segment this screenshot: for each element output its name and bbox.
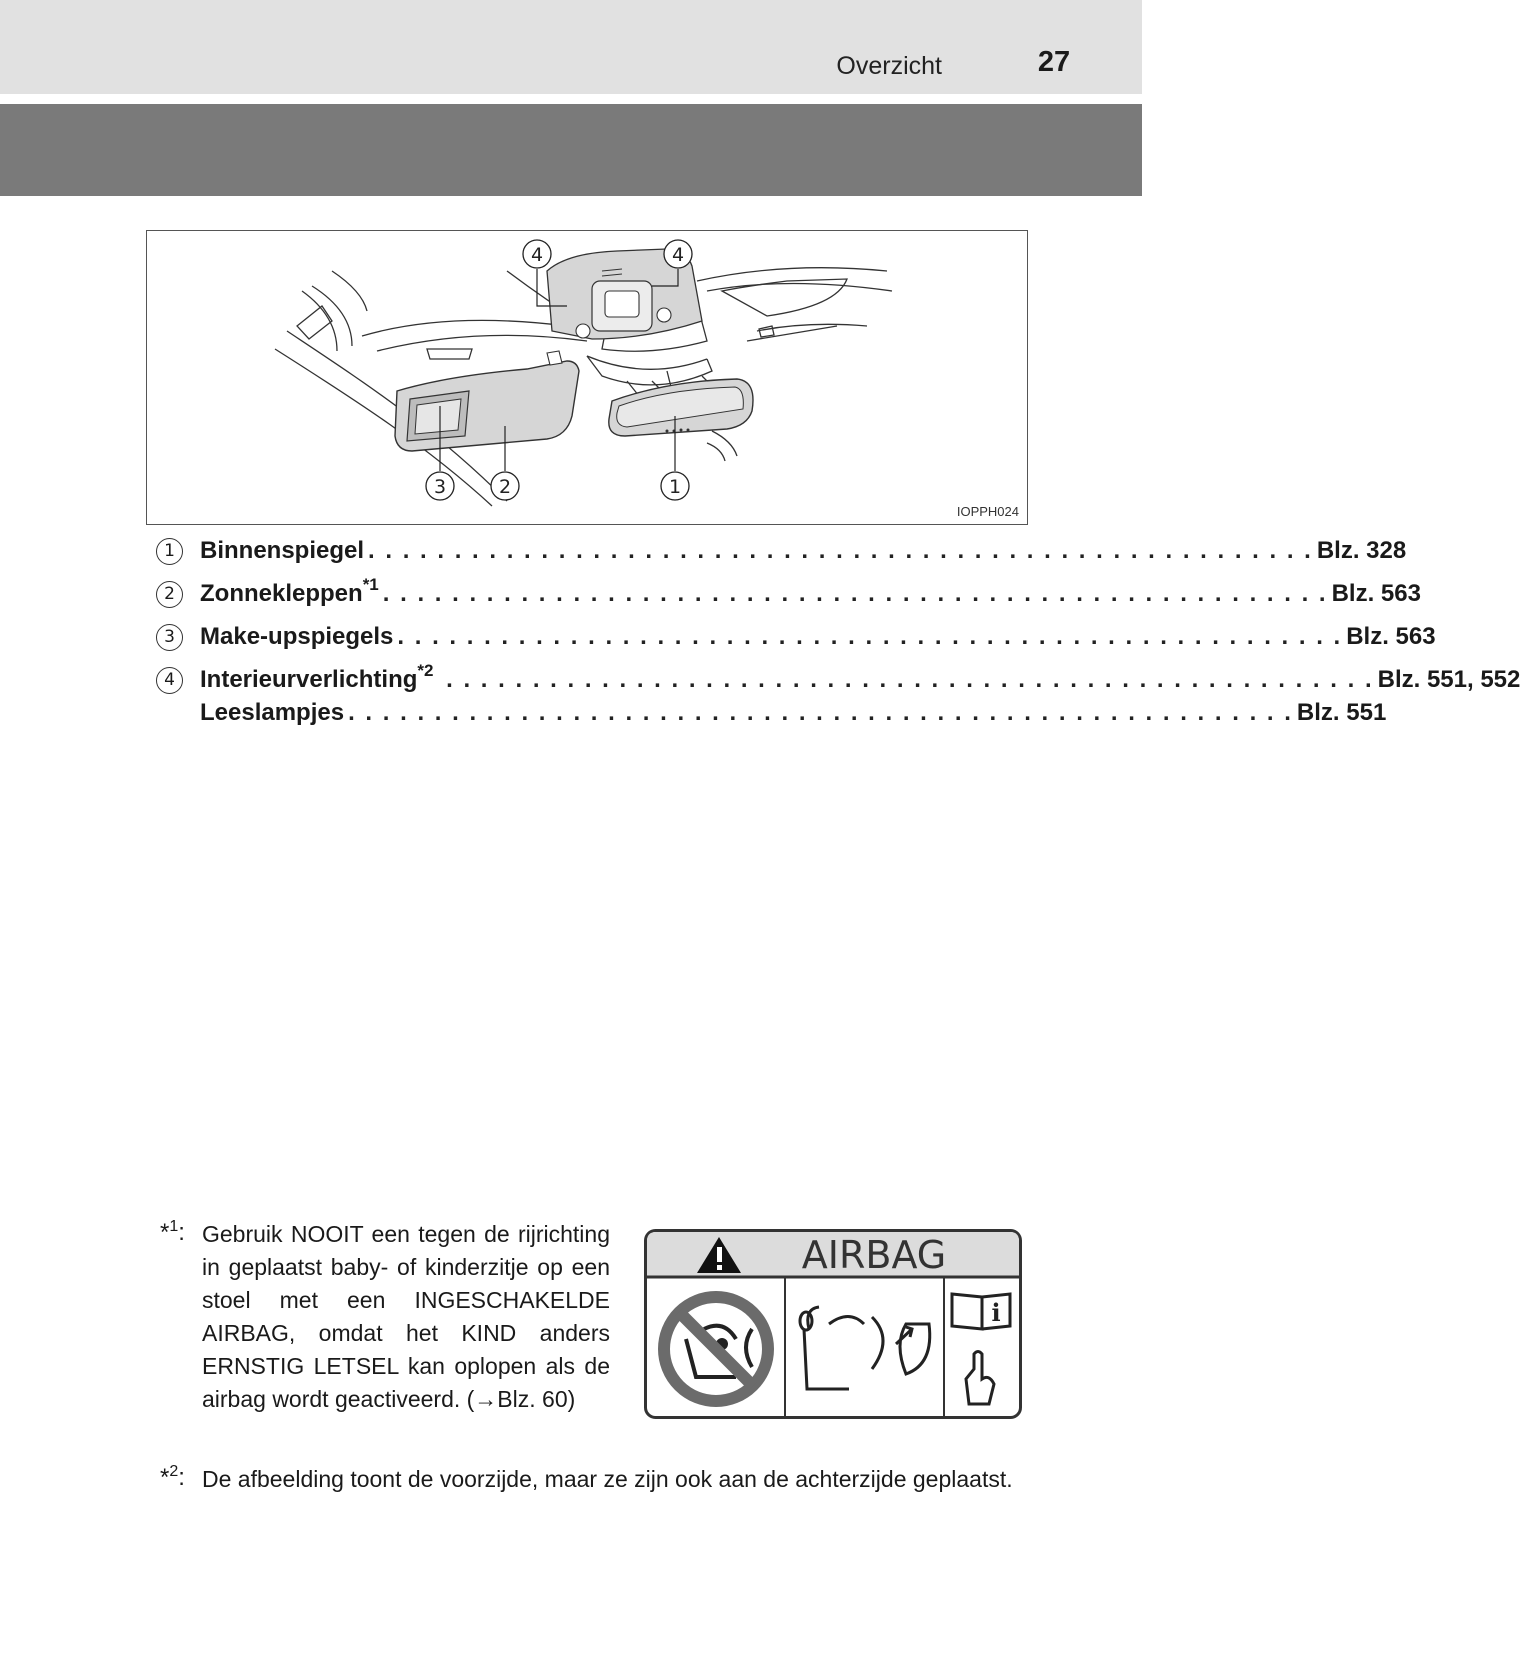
item-page-ref[interactable]: Blz. 551 [1296,699,1387,726]
item-label: Interieurverlichting$^{*2}$ [200,661,434,693]
list-item-rearview-mirror: 1 Binnenspiegel . . . . . . . . . . . . . . . . . . . . . . . . . . . . . . . . . . . . . . . . . . . . . . . . . . . . . . . Blz. 328 [156,535,981,578]
footnote-marker: *$^1$: [160,1218,185,1246]
callout-4-right-label: 4 [671,244,685,266]
footnote-text: Gebruik NOOIT een tegen de rijrichting in geplaatst baby- of kinderzitje op een stoel met een INGESCHAKELDE AIRBAG, omdat het KIND anders ERNSTIG LETSEL kan oplopen als de airbag wordt geactiveerd. (→Blz. 60) [202,1221,610,1412]
item-label: Make-upspiegels [200,623,394,650]
overhead-console-drawing [147,231,1027,524]
item-label: Leeslampjes [200,699,345,726]
list-item-interior-lights: 4 Interieurverlichting$^{*2}$ . . . . . . . . . . . . . . . . . . . . . . . . . . . . . . . . . . . . . . . . . . . . . . . . . . . . . . Blz. 551, 552 [156,664,981,697]
page-number: 27 [1037,46,1071,78]
interior-illustration [146,230,1028,525]
list-item-vanity-mirrors: 3 Make-upspiegels . . . . . . . . . . . . . . . . . . . . . . . . . . . . . . . . . . . . . . . . . . . . . . . . . . . . . . . Blz. 563 [156,621,981,664]
footnote-ref: *1 [362,575,379,594]
component-list [156,535,1520,730]
item-page-ref[interactable]: Blz. 563 [1346,623,1436,650]
callout-1-label: 1 [668,476,682,498]
item-label: Zonnekleppen$^{*1}$ [200,575,379,607]
footnote-1 [160,1218,610,1416]
svg-text:i: i [991,1298,1001,1327]
callout-2-label: 2 [498,476,512,498]
list-item-reading-lamps: Leeslampjes . . . . . . . . . . . . . . . . . . . . . . . . . . . . . . . . . . . . . . . . . . . . . . . . . . . . . . . Blz. 551 [156,697,981,730]
airbag-warning-label [644,1229,1022,1419]
section-banner [0,104,1142,196]
section-title: Overzicht [836,52,942,80]
figure-code: IOPPH024 [956,504,1019,519]
item-page-ref[interactable]: Blz. 551, 552 [1377,666,1520,693]
item-page-ref[interactable]: Blz. 328 [1316,537,1407,564]
item-number: 3 [156,624,183,651]
item-number: 4 [156,667,183,694]
item-number: 2 [156,581,183,608]
footnote-marker: *$^2$: [160,1463,185,1491]
list-item-sun-visors: 2 Zonnekleppen$^{*1}$ . . . . . . . . . . . . . . . . . . . . . . . . . . . . . . . . . . . . . . . . . . . . . . . . . . . . . . . Blz. 563 [156,578,981,621]
footnote-ref: *2 [417,661,434,680]
header-bar [0,0,1142,94]
callout-4-left-label: 4 [530,244,544,266]
item-number: 1 [156,538,183,565]
footnote-text: De afbeelding toont de voorzijde, maar ze zijn ook aan de achterzijde geplaatst. [202,1466,1013,1492]
airbag-title: AIRBAG [801,1233,947,1277]
callout-3-label: 3 [433,476,447,498]
item-page-ref[interactable]: Blz. 563 [1331,580,1421,607]
item-label: Binnenspiegel [200,537,365,564]
footnote-2 [160,1463,1020,1496]
